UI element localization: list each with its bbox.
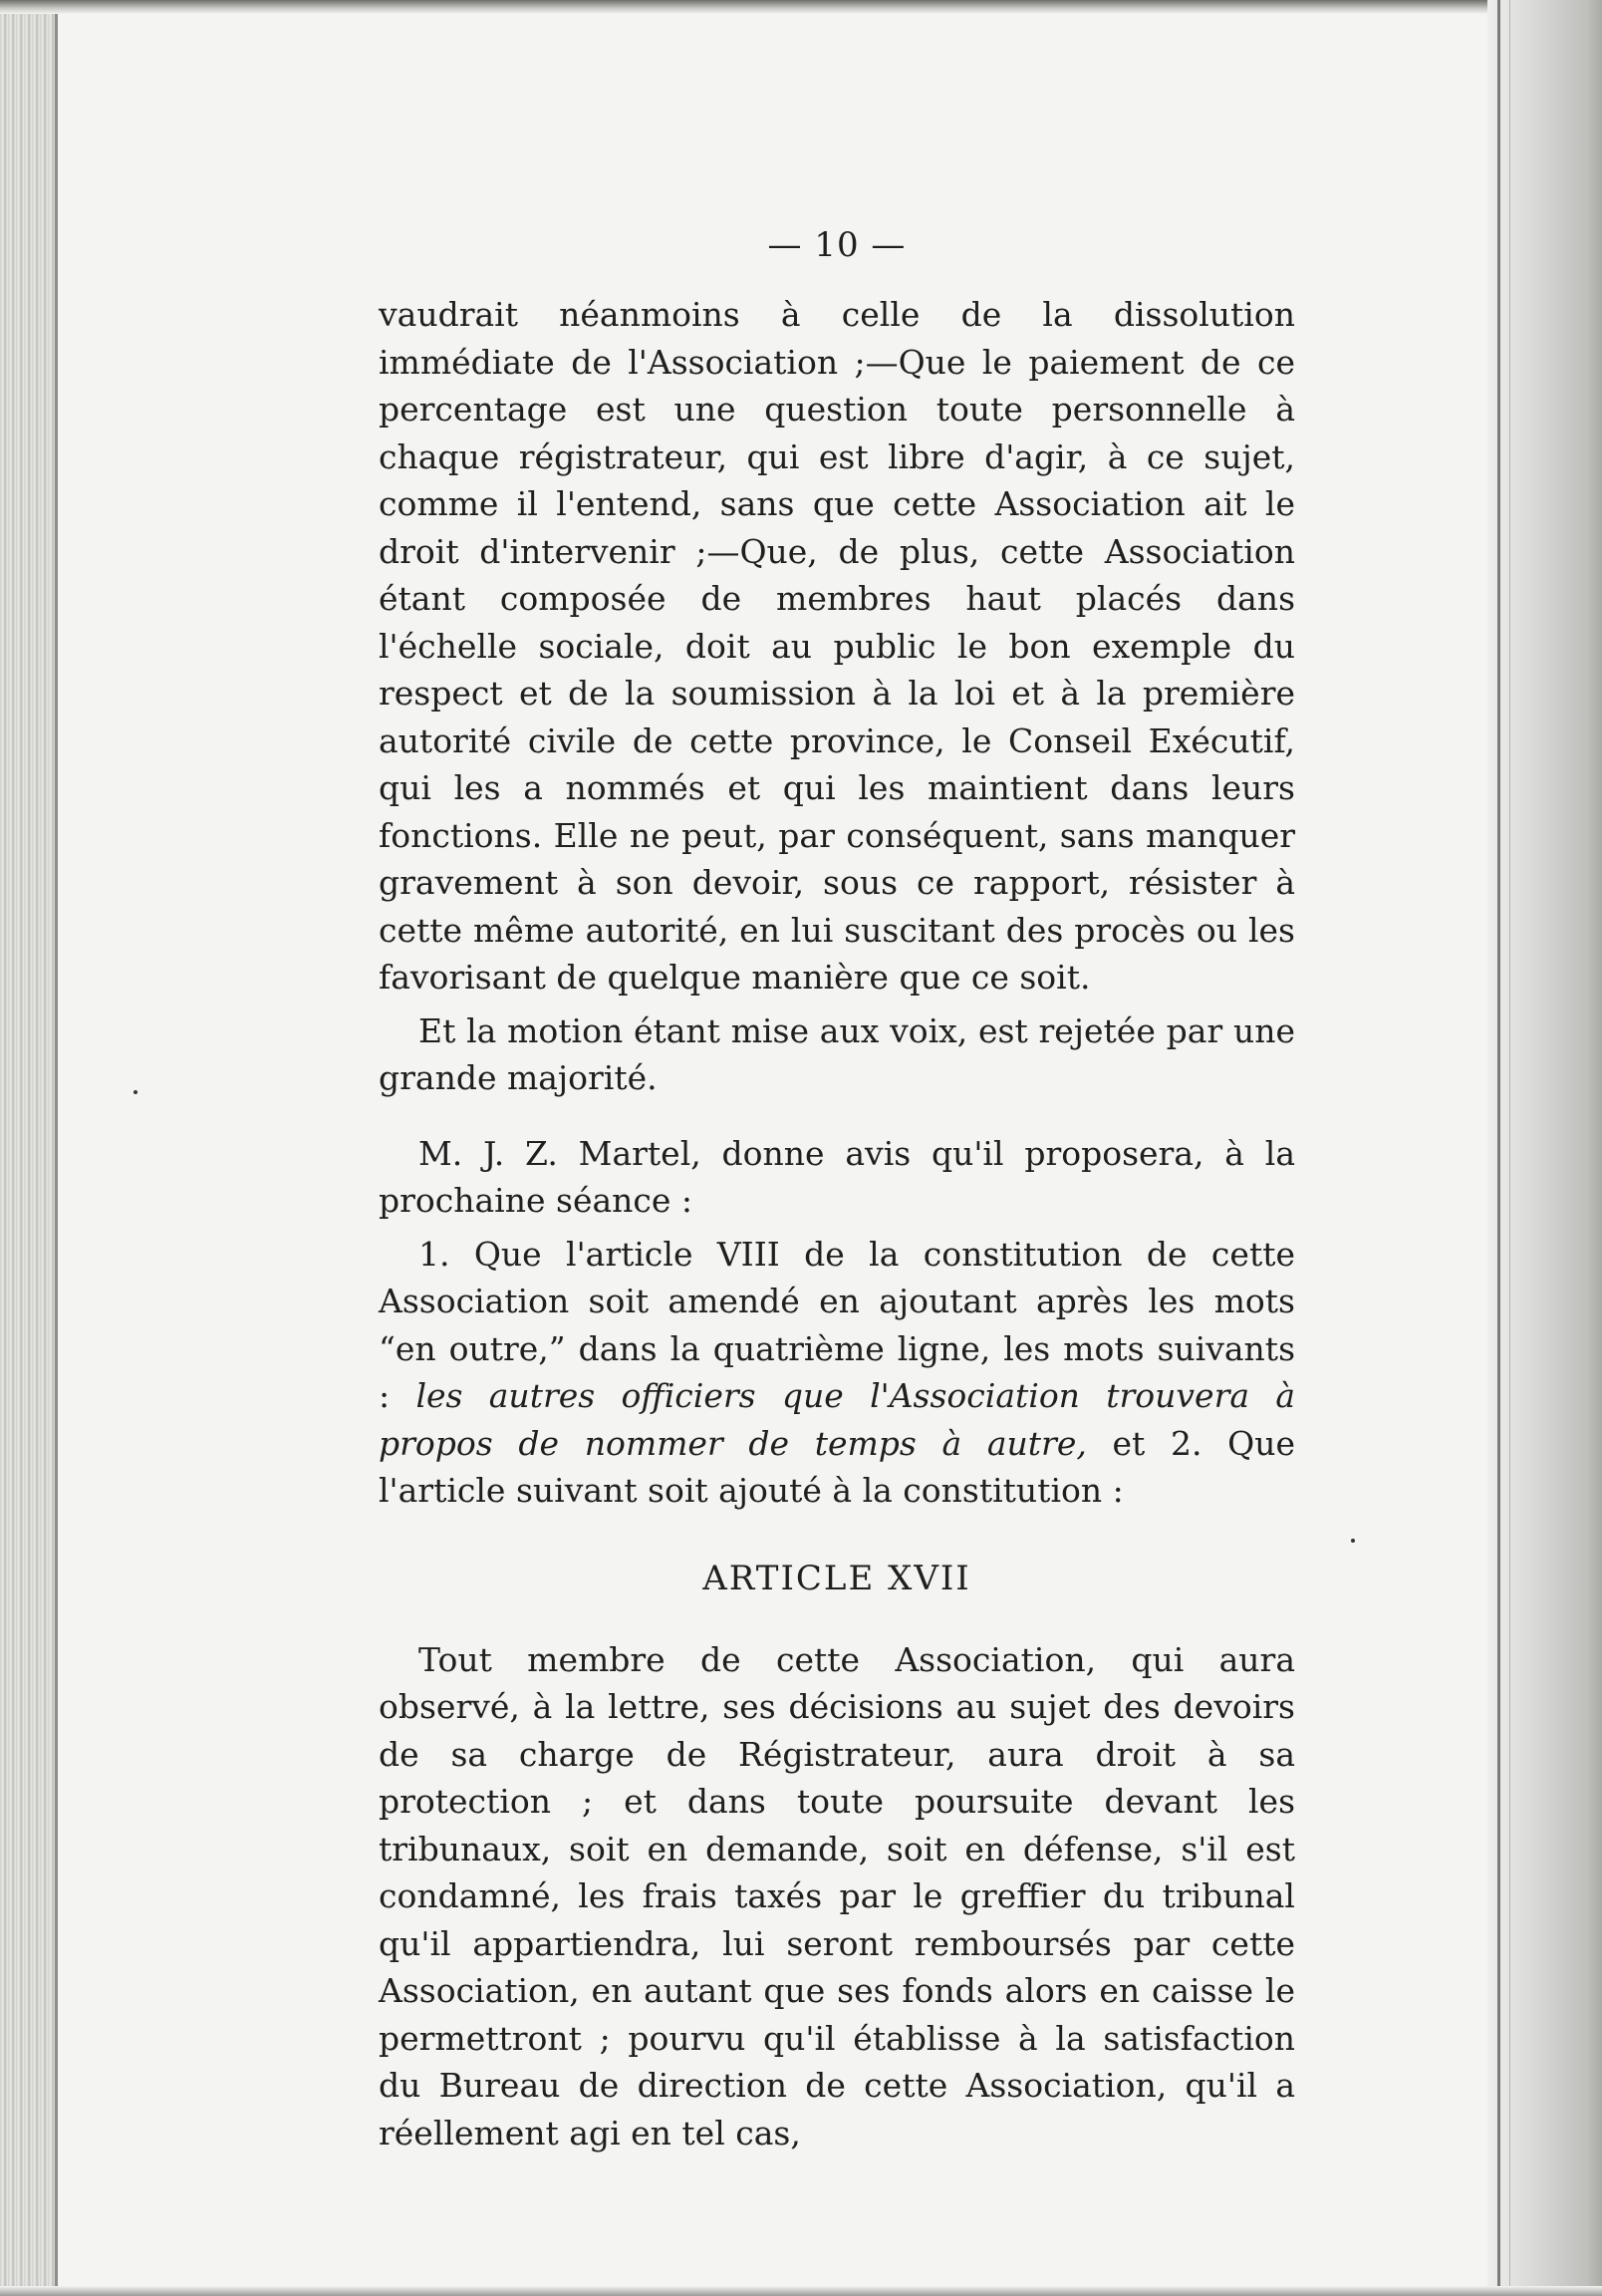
amendment-text-before: 1. Que l'article VIII de la constitution de cette Association soit amendé en ajoutant après les mots “en outre,” dans la quatrième ligne, les mots suivants : — [379, 1234, 1295, 1415]
bottom-page-edge — [0, 2286, 1602, 2296]
article-heading: ARTICLE XVII — [702, 1558, 971, 1598]
paragraph-article-xvii: Tout membre de cette Association, qui aura observé, à la lettre, ses décisions au sujet des devoirs de sa charge de Régistrateur, aura droit à sa protection ; et dans toute poursuite devant les tribunaux, soit en demande, soit en défense, s'il est condamné, les frais taxés par le greffier du tribunal qu'il appartiendra, lui seront remboursés par cette Association, en autant que ses fonds alors en caisse le permettront ; pourvu qu'il établisse à la satisfaction du Bureau de direction de cette Association, qu'il a réellement agi en tel cas, — [379, 1639, 1295, 2152]
paragraph-motion-rejected: Et la motion étant mise aux voix, est rejetée par une grande majorité. — [379, 1010, 1295, 1097]
amendment-text-after: et 2. Que l'article suivant soit ajouté à la constitution : — [379, 1423, 1295, 1510]
paragraph-dissolution: vaudrait néanmoins à celle de la dissolution immédiate de l'Association ;—Que le paiement de ce percentage est une question toute personnelle à chaque régistrateur, qui est libre d'agir, à ce sujet, comme il l'entend, sans que cette Association ait le droit d'intervenir ;—Que, de plus, cette Association étant composée de membres haut placés dans l'échelle sociale, doit au public le bon exemple du respect et de la soumission à la loi et à la première autorité civile de cette province, le Conseil Exécutif, qui les a nommés et qui les maintient dans leurs fonctions. Elle ne peut, par conséquent, sans manquer gravement à son devoir, sous ce rapport, résister à cette même autorité, en lui suscitant des procès ou les favorisant de quelque manière que ce soit. — [379, 295, 1295, 997]
document-page — [379, 199, 1295, 2156]
left-page-edges — [0, 0, 58, 2296]
paragraph-amendment — [379, 1231, 1295, 1515]
scan-speck — [134, 1090, 137, 1094]
paragraph-martel-notice: M. J. Z. Martel, donne avis qu'il proposera, à la prochaine séance : — [379, 1133, 1295, 1220]
page-number: — 10 — — [767, 225, 907, 265]
scan-speck — [1351, 1539, 1355, 1543]
top-page-edge — [0, 0, 1602, 14]
right-page-binding — [1487, 0, 1602, 2296]
amendment-italic-text: les autres officiers que l'Association trouvera à propos de nommer de temps à autre, — [379, 1376, 1296, 1463]
